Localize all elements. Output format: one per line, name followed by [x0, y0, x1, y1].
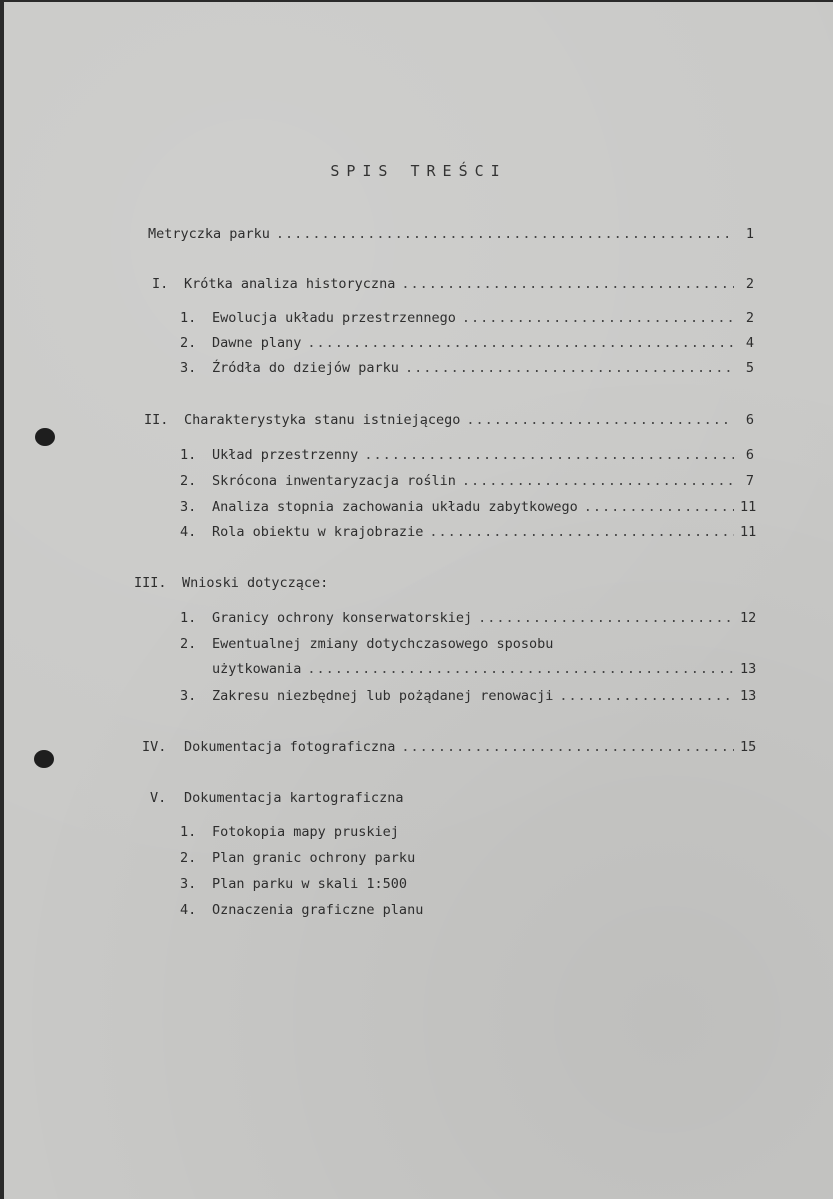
- entry-text: użytkowania: [212, 661, 302, 677]
- entry-text: Plan parku w skali 1:500: [212, 876, 408, 892]
- toc-entry-i-1: [180, 308, 758, 328]
- entry-number: V.: [150, 790, 167, 806]
- entry-number: 1.: [180, 310, 197, 326]
- toc-entry-v-2: [180, 848, 758, 868]
- dot-leader: [364, 445, 734, 465]
- toc-entry-iii-2-cont: [212, 659, 758, 679]
- toc-title: SPIS TREŚCI: [330, 162, 507, 180]
- entry-text: Ewolucja układu przestrzennego: [212, 310, 456, 326]
- entry-number: III.: [134, 575, 167, 591]
- entry-text: Zakresu niezbędnej lub pożądanej renowacji: [212, 688, 554, 704]
- toc-entry-ii-4: [180, 522, 758, 542]
- entry-page: 5: [745, 360, 754, 376]
- entry-text: Dawne plany: [212, 335, 302, 351]
- entry-page: 11: [740, 524, 757, 540]
- entry-number: 3.: [180, 499, 197, 515]
- dot-leader: [429, 522, 734, 542]
- entry-text: Oznaczenia graficzne planu: [212, 902, 424, 918]
- dot-leader: [401, 737, 734, 757]
- dot-leader: [584, 497, 734, 517]
- table-of-contents: [4, 2, 833, 1199]
- entry-number: 1.: [180, 824, 197, 840]
- toc-entry-v-3: [180, 874, 758, 894]
- entry-text: Wnioski dotyczące:: [182, 575, 329, 591]
- toc-section-iii: [134, 573, 758, 593]
- toc-entry-iii-3: [180, 686, 758, 706]
- toc-entry-v-4: [180, 900, 758, 920]
- entry-text: Charakterystyka stanu istniejącego: [184, 412, 461, 428]
- dot-leader: [559, 686, 734, 706]
- toc-entry-iii-1: [180, 608, 758, 628]
- toc-entry-i-3: [180, 358, 758, 378]
- dot-leader: [276, 224, 734, 244]
- entry-number: 2.: [180, 850, 197, 866]
- toc-entry-v-1: [180, 822, 758, 842]
- entry-number: 2.: [180, 335, 197, 351]
- entry-number: 2.: [180, 636, 197, 652]
- entry-text: Źródła do dziejów parku: [212, 360, 399, 376]
- dot-leader: [462, 308, 734, 328]
- document-page: [4, 2, 833, 1199]
- entry-number: 4.: [180, 524, 197, 540]
- dot-leader: [466, 410, 734, 430]
- dot-leader: [401, 274, 734, 294]
- entry-page: 7: [745, 473, 754, 489]
- entry-number: 1.: [180, 610, 197, 626]
- entry-text: Krótka analiza historyczna: [184, 276, 396, 292]
- entry-text: Ewentualnej zmiany dotychczasowego sposobu: [212, 636, 554, 652]
- dot-leader: [478, 608, 734, 628]
- entry-page: 11: [740, 499, 757, 515]
- toc-section-i: [152, 274, 758, 294]
- toc-entry-ii-1: [180, 445, 758, 465]
- entry-number: 3.: [180, 360, 197, 376]
- entry-page: 13: [740, 661, 757, 677]
- entry-text: Dokumentacja fotograficzna: [184, 739, 396, 755]
- toc-section-v: [150, 788, 758, 808]
- entry-page: 2: [745, 310, 754, 326]
- dot-leader: [462, 471, 734, 491]
- entry-page: 4: [745, 335, 754, 351]
- entry-number: 1.: [180, 447, 197, 463]
- entry-number: II.: [144, 412, 169, 428]
- entry-number: 3.: [180, 688, 197, 704]
- entry-text: Dokumentacja kartograficzna: [184, 790, 404, 806]
- entry-page: 13: [740, 688, 757, 704]
- dot-leader: [307, 659, 734, 679]
- entry-page: 15: [740, 739, 757, 755]
- entry-text: Metryczka parku: [148, 226, 270, 242]
- toc-entry-metryczka: [148, 224, 758, 244]
- entry-text: Analiza stopnia zachowania układu zabytkowego: [212, 499, 578, 515]
- entry-page: 6: [745, 447, 754, 463]
- entry-page: 12: [740, 610, 757, 626]
- entry-page: 2: [745, 276, 754, 292]
- entry-number: IV.: [142, 739, 167, 755]
- entry-number: 4.: [180, 902, 197, 918]
- entry-number: 3.: [180, 876, 197, 892]
- entry-text: Plan granic ochrony parku: [212, 850, 416, 866]
- toc-section-ii: [144, 410, 758, 430]
- entry-text: Układ przestrzenny: [212, 447, 359, 463]
- toc-entry-iii-2: [180, 634, 758, 654]
- entry-page: 1: [745, 226, 754, 242]
- toc-entry-ii-2: [180, 471, 758, 491]
- entry-page: 6: [745, 412, 754, 428]
- entry-text: Skrócona inwentaryzacja roślin: [212, 473, 456, 489]
- entry-number: 2.: [180, 473, 197, 489]
- entry-number: I.: [152, 276, 169, 292]
- dot-leader: [405, 358, 734, 378]
- entry-text: Granicy ochrony konserwatorskiej: [212, 610, 473, 626]
- entry-text: Fotokopia mapy pruskiej: [212, 824, 399, 840]
- dot-leader: [307, 333, 734, 353]
- toc-entry-i-2: [180, 333, 758, 353]
- entry-text: Rola obiektu w krajobrazie: [212, 524, 424, 540]
- toc-section-iv: [142, 737, 758, 757]
- toc-entry-ii-3: [180, 497, 758, 517]
